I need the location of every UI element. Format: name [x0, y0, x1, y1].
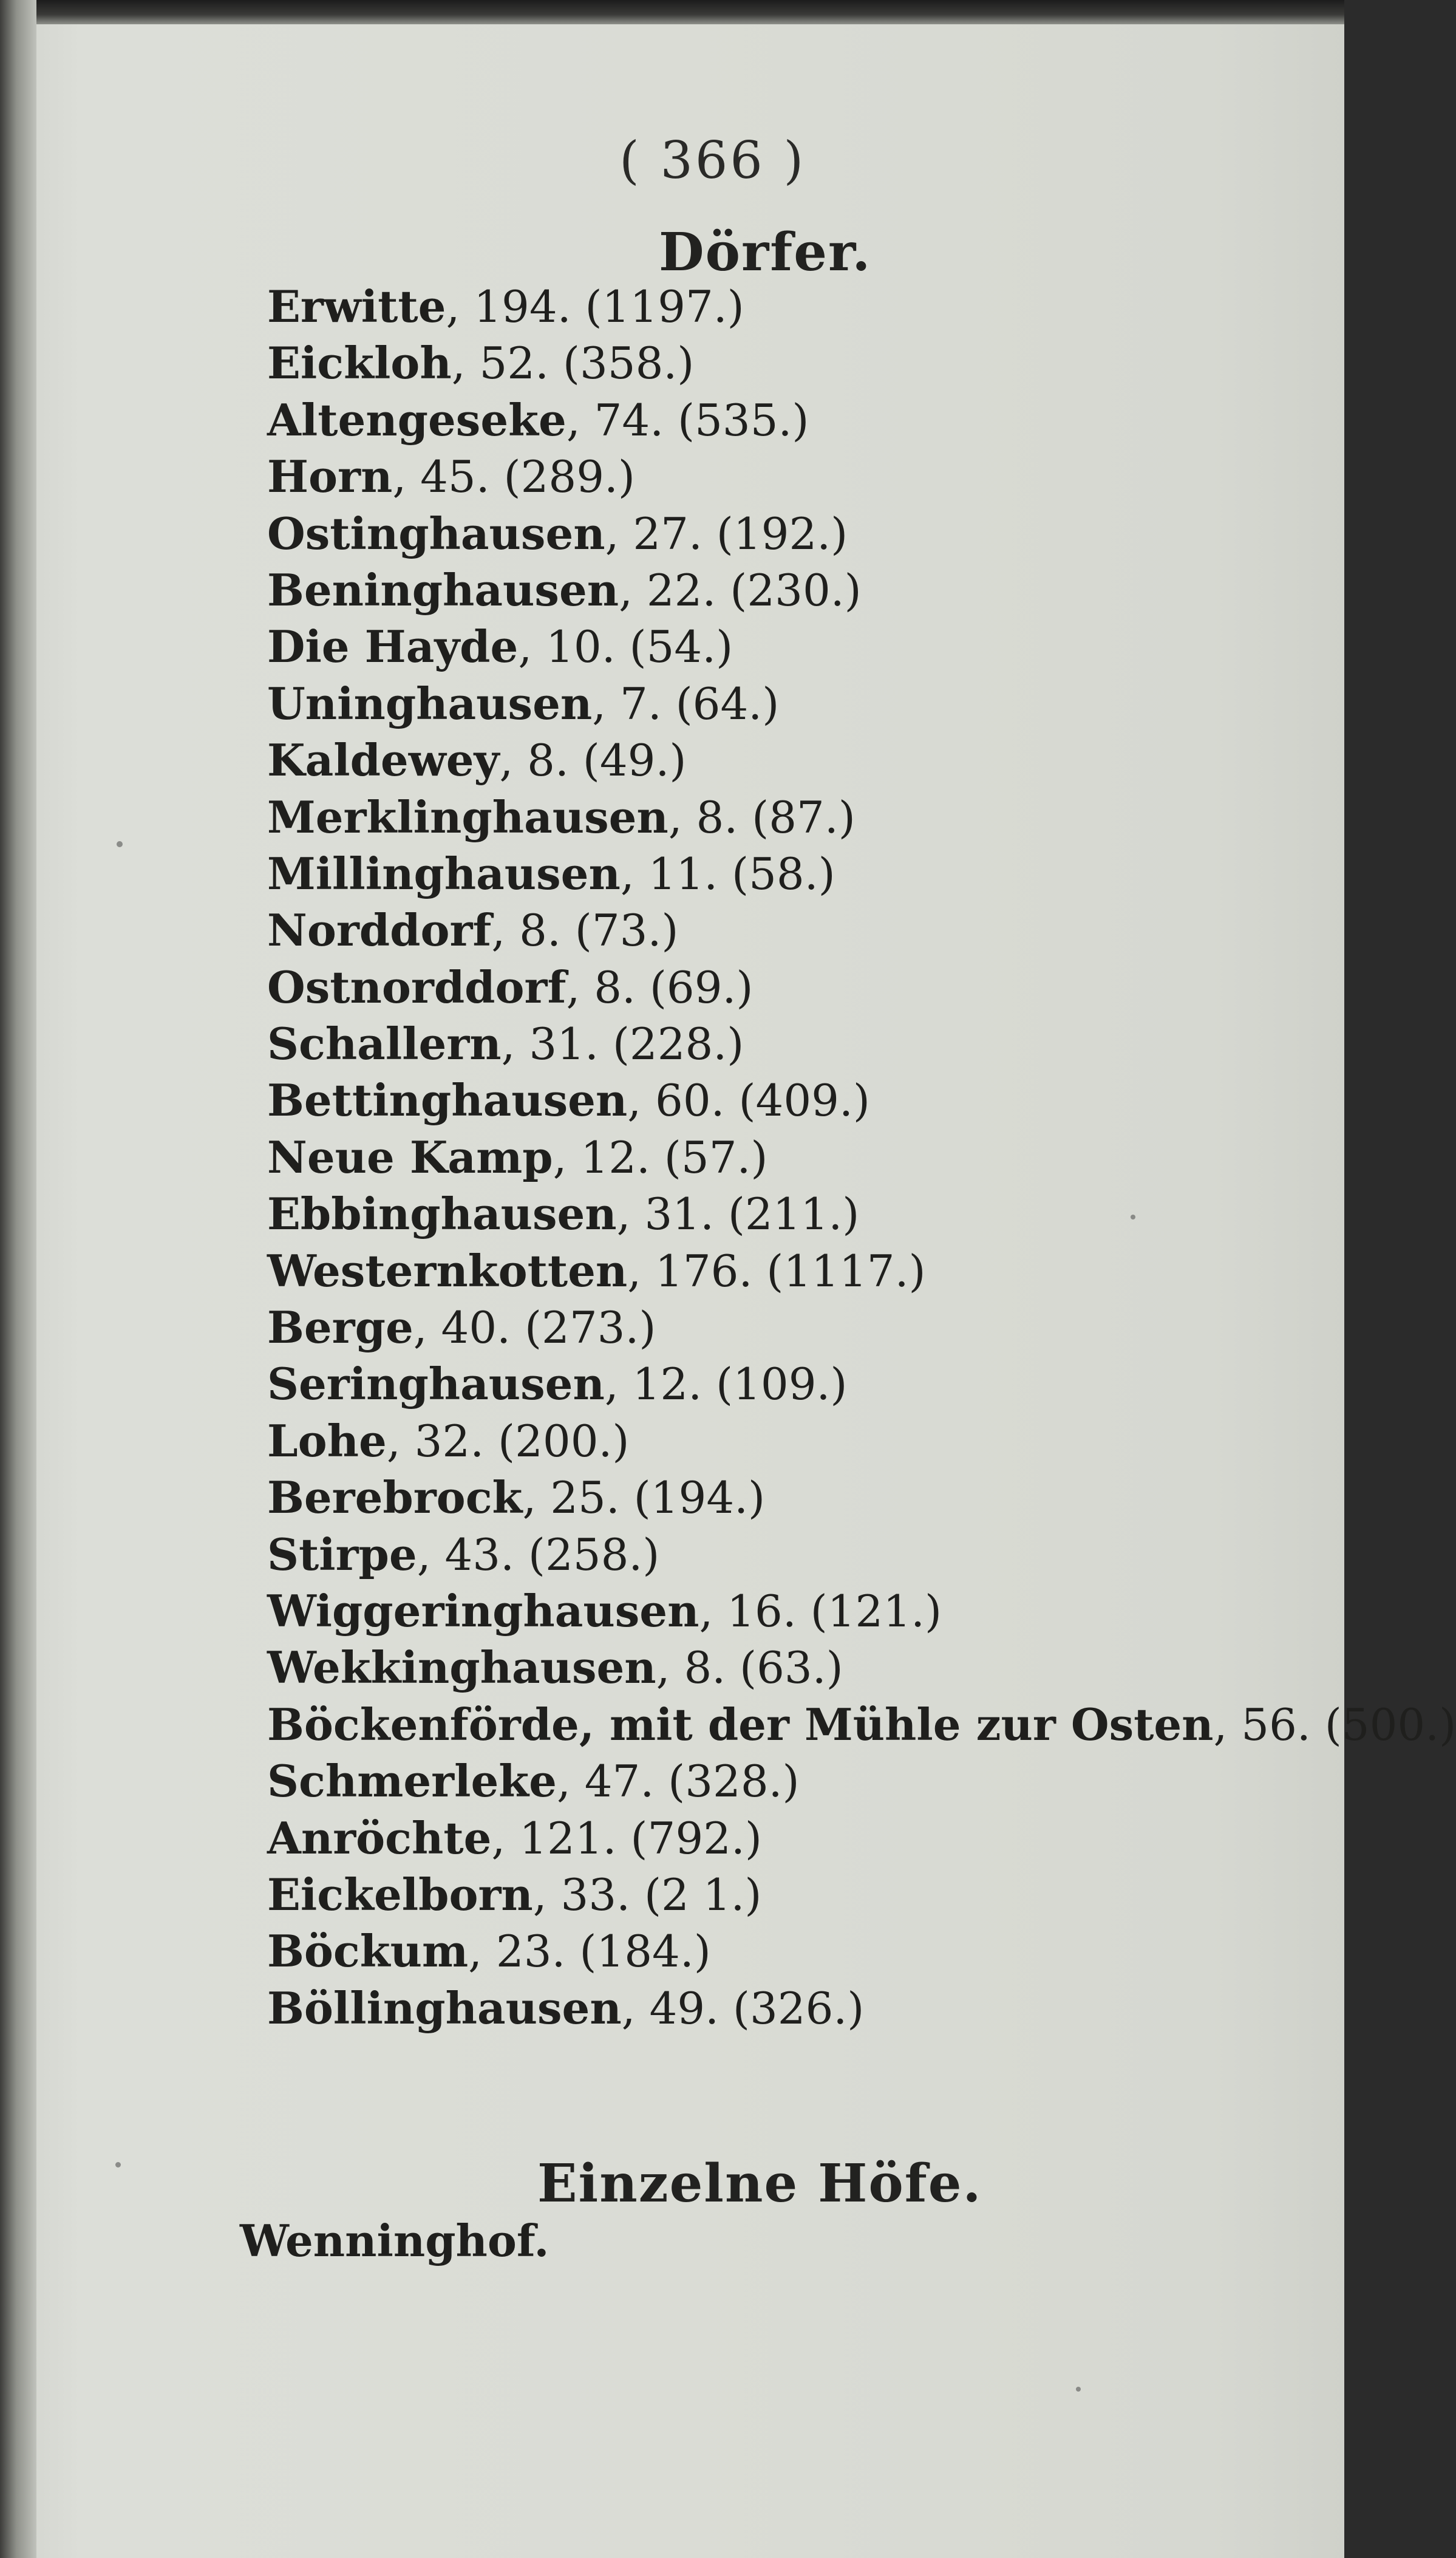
village-population: (1197.) — [585, 281, 744, 332]
village-entry: Wekkinghausen, 8. (63.) — [267, 1642, 843, 1694]
paper-speck — [117, 841, 123, 847]
village-population: (535.) — [678, 394, 809, 446]
farm-entry: Wenninghof. — [240, 2215, 549, 2266]
village-name: Eickloh — [267, 337, 452, 389]
paper-speck — [115, 2162, 121, 2167]
village-entry: Böllinghausen, 49. (326.) — [267, 1982, 865, 2034]
village-house-count: 194 — [474, 281, 557, 332]
village-house-count: 121 — [519, 1812, 603, 1864]
village-entry: Uninghausen, 7. (64.) — [267, 677, 780, 729]
village-population: (69.) — [649, 961, 754, 1013]
village-entry: Horn, 45. (289.) — [267, 451, 636, 503]
village-name: Uninghausen — [267, 677, 593, 729]
village-entry: Böckenförde, mit der Mühle zur Osten, 56. (500.) — [267, 1698, 1456, 1750]
village-population: (63.) — [740, 1642, 843, 1694]
village-entry: Ostinghausen, 27. (192.) — [267, 507, 848, 559]
village-population: (1117.) — [766, 1245, 926, 1297]
village-population: (328.) — [668, 1756, 800, 1807]
village-house-count: 45 — [420, 451, 476, 503]
village-house-count: 25 — [550, 1472, 606, 1524]
village-entry: Beninghausen, 22. (230.) — [267, 564, 862, 616]
village-name: Erwitte — [267, 281, 446, 332]
village-name: Die Hayde — [267, 621, 519, 673]
village-name: Schallern — [267, 1018, 502, 1070]
village-entry: Westernkotten, 176. (1117.) — [267, 1244, 926, 1297]
village-name: Kaldewey — [267, 734, 500, 786]
village-population: (194.) — [633, 1472, 766, 1524]
village-entry: Anröchte, 121. (792.) — [267, 1812, 762, 1864]
village-entry: Merklinghausen, 8. (87.) — [267, 791, 856, 843]
paper-speck — [1076, 2387, 1081, 2392]
village-population: (500.) — [1324, 1699, 1456, 1750]
village-entry: Erwitte, 194. (1197.) — [267, 281, 744, 332]
village-name: Berebrock — [267, 1472, 523, 1524]
village-house-count: 11 — [648, 848, 704, 899]
village-name: Beninghausen — [267, 564, 619, 616]
village-house-count: 16 — [727, 1585, 783, 1637]
village-name: Lohe — [267, 1414, 387, 1467]
village-population: (200.) — [498, 1415, 630, 1467]
village-house-count: 74 — [594, 394, 650, 446]
village-population: (109.) — [716, 1359, 848, 1410]
village-population: (87.) — [752, 791, 856, 843]
section-title-villages: Dörfer. — [659, 222, 872, 283]
village-entry: Norddorf, 8. (73.) — [267, 904, 679, 957]
village-name: Böckenförde, mit der Mühle zur Osten — [267, 1698, 1214, 1750]
village-entry: Schmerleke, 47. (328.) — [267, 1755, 800, 1807]
village-entry: Bettinghausen, 60. (409.) — [267, 1074, 870, 1127]
village-population: (121.) — [810, 1585, 942, 1637]
village-entry: Schallern, 31. (228.) — [267, 1018, 744, 1070]
village-house-count: 176 — [655, 1245, 739, 1297]
village-name: Berge — [267, 1301, 413, 1354]
village-population: (57.) — [664, 1131, 768, 1183]
village-house-count: 22 — [646, 564, 702, 616]
village-entry: Kaldewey, 8. (49.) — [267, 734, 687, 786]
village-name: Böllinghausen — [267, 1982, 622, 2034]
village-name: Wekkinghausen — [267, 1642, 656, 1694]
village-population: (58.) — [732, 848, 835, 899]
village-population: (211.) — [727, 1189, 860, 1240]
village-list — [267, 278, 1456, 2036]
village-house-count: 31 — [529, 1018, 585, 1070]
village-house-count: 43 — [444, 1529, 501, 1580]
village-entry: Böckum, 23. (184.) — [267, 1925, 711, 1977]
village-entry: Millinghausen, 11. (58.) — [267, 847, 835, 899]
page-top-shadow — [0, 0, 1344, 24]
village-entry: Stirpe, 43. (258.) — [267, 1528, 660, 1580]
village-entry: Eickelborn, 33. (2 1.) — [267, 1868, 762, 1920]
village-entry: Wiggeringhausen, 16. (121.) — [267, 1584, 942, 1637]
village-population: (326.) — [732, 1982, 865, 2034]
village-name: Westernkotten — [267, 1244, 628, 1297]
village-name: Schmerleke — [267, 1755, 557, 1807]
paper-speck — [1131, 1215, 1135, 1219]
village-house-count: 7 — [620, 678, 648, 729]
village-population: (792.) — [630, 1812, 762, 1864]
village-name: Ebbinghausen — [267, 1188, 617, 1240]
village-population: (289.) — [503, 451, 636, 503]
village-house-count: 27 — [633, 508, 689, 559]
village-entry: Eickloh, 52. (358.) — [267, 337, 695, 389]
village-entry: Ebbinghausen, 31. (211.) — [267, 1188, 860, 1240]
village-name: Seringhausen — [267, 1358, 605, 1410]
village-population: (258.) — [528, 1529, 660, 1580]
village-house-count: 10 — [546, 621, 602, 673]
village-entry: Berge, 40. (273.) — [267, 1301, 656, 1354]
village-house-count: 31 — [644, 1189, 701, 1240]
village-population: (228.) — [612, 1018, 744, 1070]
village-entry: Neue Kamp, 12. (57.) — [267, 1131, 768, 1183]
village-population: (184.) — [579, 1926, 711, 1977]
village-name: Wiggeringhausen — [267, 1584, 699, 1637]
village-name: Bettinghausen — [267, 1074, 628, 1127]
village-population: (358.) — [562, 338, 695, 389]
village-name: Merklinghausen — [267, 791, 668, 843]
village-population: (230.) — [730, 564, 862, 616]
village-house-count: 60 — [655, 1075, 711, 1127]
village-entry: Die Hayde, 10. (54.) — [267, 621, 733, 673]
village-population: (64.) — [675, 678, 780, 729]
village-house-count: 33 — [560, 1869, 617, 1920]
village-name: Altengeseke — [267, 394, 566, 446]
village-house-count: 23 — [495, 1926, 552, 1977]
village-house-count: 8 — [594, 961, 622, 1013]
village-population: (2 1.) — [644, 1869, 762, 1920]
village-house-count: 8 — [519, 905, 547, 957]
village-house-count: 56 — [1241, 1699, 1297, 1750]
village-house-count: 47 — [584, 1756, 641, 1807]
village-population: (192.) — [716, 508, 848, 559]
village-name: Böckum — [267, 1925, 469, 1977]
page-number: ( 366 ) — [619, 131, 806, 190]
village-population: (273.) — [524, 1302, 656, 1354]
village-entry: Seringhausen, 12. (109.) — [267, 1358, 848, 1410]
village-population: (73.) — [574, 905, 679, 957]
village-house-count: 12 — [580, 1131, 637, 1183]
village-name: Eickelborn — [267, 1868, 533, 1920]
village-name: Ostnorddorf — [267, 961, 566, 1013]
village-house-count: 49 — [649, 1982, 706, 2034]
village-name: Anröchte — [267, 1812, 492, 1864]
village-name: Norddorf — [267, 904, 492, 957]
village-entry: Ostnorddorf, 8. (69.) — [267, 961, 754, 1013]
village-name: Millinghausen — [267, 847, 621, 899]
village-house-count: 8 — [684, 1642, 712, 1694]
village-name: Stirpe — [267, 1528, 417, 1580]
village-house-count: 8 — [696, 791, 724, 843]
village-house-count: 32 — [414, 1415, 471, 1467]
village-entry: Berebrock, 25. (194.) — [267, 1472, 766, 1524]
village-name: Horn — [267, 451, 393, 503]
village-population: (54.) — [629, 621, 733, 673]
page-spine-shadow — [0, 0, 36, 2558]
village-house-count: 40 — [441, 1302, 497, 1354]
village-house-count: 8 — [527, 735, 555, 786]
village-population: (409.) — [738, 1075, 870, 1127]
village-entry: Altengeseke, 74. (535.) — [267, 394, 809, 446]
village-house-count: 12 — [632, 1359, 689, 1410]
village-population: (49.) — [582, 735, 687, 786]
village-house-count: 52 — [479, 338, 536, 389]
section-title-farms: Einzelne Höfe. — [537, 2153, 982, 2214]
village-name: Ostinghausen — [267, 507, 605, 559]
village-name: Neue Kamp — [267, 1131, 553, 1183]
village-entry: Lohe, 32. (200.) — [267, 1414, 630, 1467]
